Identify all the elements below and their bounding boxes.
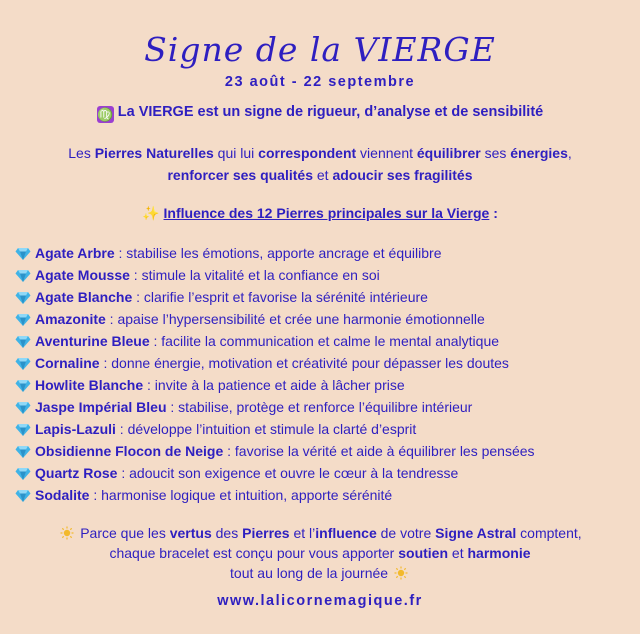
text-segment: vertus	[169, 525, 212, 541]
tagline-text: La VIERGE est un signe de rigueur, d’analyse et de sensibilité	[117, 104, 544, 120]
sun-icon	[60, 526, 74, 540]
virgo-icon: ♍	[97, 107, 114, 122]
text-segment: Les	[68, 145, 95, 161]
outro-line-2	[0, 543, 640, 563]
text-segment: adoucir ses fragilités	[332, 167, 473, 183]
text-segment: énergies	[510, 145, 568, 161]
section-heading-suffix: :	[489, 205, 498, 221]
date-range: 23 août - 22 septembre	[224, 74, 416, 90]
outro-line-3	[0, 563, 640, 583]
stone-name: Agate Mousse	[35, 267, 130, 283]
stone-item	[15, 242, 630, 264]
website-link[interactable]: www.lalicornemagique.fr	[217, 593, 423, 609]
text-segment: et l’	[289, 525, 316, 541]
stone-description: : stabilise, protège et renforce l’équilibre intérieur	[166, 399, 473, 415]
stone-description: : facilite la communication et calme le mental analytique	[149, 333, 500, 349]
stone-item	[15, 418, 630, 440]
outro-line-1	[0, 523, 640, 543]
gem-icon	[15, 333, 31, 349]
text-segment: soutien	[398, 545, 449, 561]
text-segment: ,	[567, 145, 572, 161]
stone-name: Sodalite	[35, 487, 90, 503]
stone-name: Jaspe Impérial Bleu	[35, 399, 167, 415]
stone-item	[15, 264, 630, 286]
stone-item	[15, 374, 630, 396]
stone-description: : favorise la vérité et aide à équilibrer les pensées	[223, 443, 535, 459]
stone-name: Howlite Blanche	[35, 377, 144, 393]
text-segment: des	[211, 525, 243, 541]
gem-icon	[15, 487, 31, 503]
text-segment: renforcer ses qualités	[167, 167, 313, 183]
gem-icon	[15, 377, 31, 393]
section-heading-text: Influence des 12 Pierres principales sur la Vierge	[163, 205, 490, 221]
gem-icon	[15, 245, 31, 261]
stone-item	[15, 440, 630, 462]
stone-description: : donne énergie, motivation et créativité pour dépasser les doutes	[99, 355, 509, 371]
sparkles-icon: ✨	[142, 205, 160, 221]
text-segment: et	[312, 167, 333, 183]
intro-line-2	[0, 164, 640, 186]
stone-description: : stimule la vitalité et la confiance en soi	[129, 267, 380, 283]
text-segment: Pierres Naturelles	[94, 145, 214, 161]
tagline	[0, 102, 640, 123]
stone-name: Lapis-Lazuli	[35, 421, 116, 437]
gem-icon	[15, 289, 31, 305]
outro-line-1-text	[76, 525, 581, 541]
text-segment: de votre	[376, 525, 436, 541]
intro-line-1	[0, 142, 640, 164]
gem-icon	[15, 421, 31, 437]
text-segment: comptent,	[516, 525, 582, 541]
stone-description: : invite à la patience et aide à lâcher prise	[143, 377, 405, 393]
stone-description: : adoucit son exigence et ouvre le cœur à la tendresse	[117, 465, 459, 481]
outro-line-3-text: tout au long de la journée	[230, 565, 389, 581]
text-segment: Signe Astral	[435, 525, 517, 541]
gem-icon	[15, 443, 31, 459]
stone-name: Amazonite	[35, 311, 106, 327]
gem-icon	[15, 311, 31, 327]
text-segment: viennent	[356, 145, 417, 161]
stone-description: : clarifie l’esprit et favorise la sérénité intérieure	[132, 289, 428, 305]
text-segment: Pierres	[242, 525, 290, 541]
text-segment: influence	[315, 525, 377, 541]
text-segment: et	[448, 545, 468, 561]
text-segment: chaque bracelet est conçu pour vous apporter	[109, 545, 399, 561]
stone-name: Aventurine Bleue	[35, 333, 150, 349]
text-segment: Parce que les	[76, 525, 170, 541]
stone-name: Obsidienne Flocon de Neige	[35, 443, 224, 459]
stone-description: : développe l’intuition et stimule la clarté d’esprit	[115, 421, 417, 437]
sun-icon	[394, 566, 408, 580]
stone-name: Agate Blanche	[35, 289, 133, 305]
stone-item	[15, 462, 630, 484]
stone-description: : harmonise logique et intuition, apporte sérénité	[89, 487, 393, 503]
outro-paragraph	[0, 523, 640, 583]
stone-item	[15, 396, 630, 418]
section-heading	[0, 203, 640, 223]
text-segment: harmonie	[467, 545, 531, 561]
text-segment: équilibrer	[416, 145, 481, 161]
stone-item	[15, 484, 630, 506]
page-title: Signe de la VIERGE	[144, 30, 496, 69]
stone-item	[15, 286, 630, 308]
gem-icon	[15, 465, 31, 481]
stone-name: Cornaline	[35, 355, 100, 371]
gem-icon	[15, 399, 31, 415]
stone-description: : apaise l’hypersensibilité et crée une harmonie émotionnelle	[105, 311, 485, 327]
stone-description: : stabilise les émotions, apporte ancrage et équilibre	[114, 245, 442, 261]
text-segment: ses	[480, 145, 511, 161]
intro-paragraph	[0, 142, 640, 186]
stone-name: Agate Arbre	[35, 245, 115, 261]
stones-list	[15, 242, 630, 506]
stone-item	[15, 330, 630, 352]
stone-item	[15, 352, 630, 374]
stone-item	[15, 308, 630, 330]
gem-icon	[15, 355, 31, 371]
text-segment: qui lui	[213, 145, 259, 161]
text-segment: correspondent	[258, 145, 357, 161]
stone-name: Quartz Rose	[35, 465, 118, 481]
gem-icon	[15, 267, 31, 283]
